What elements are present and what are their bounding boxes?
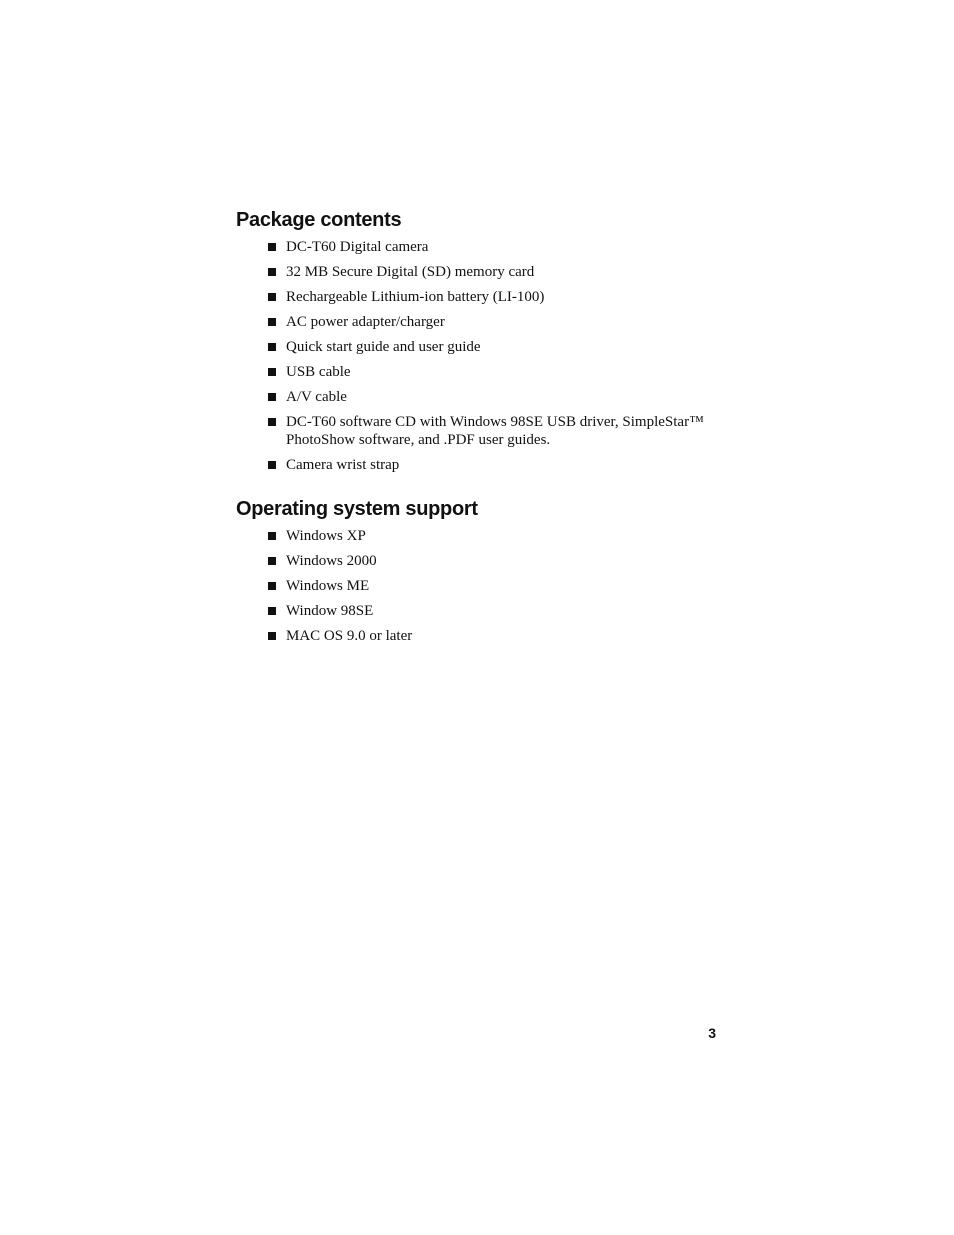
os-support-list: [236, 527, 736, 645]
square-bullet-icon: [268, 418, 276, 426]
list-item: [268, 577, 736, 595]
list-item-text: Windows XP: [286, 528, 366, 544]
square-bullet-icon: [268, 582, 276, 590]
square-bullet-icon: [268, 318, 276, 326]
square-bullet-icon: [268, 243, 276, 251]
list-item: [268, 388, 736, 406]
list-item: [268, 456, 736, 474]
os-support-section: [236, 495, 736, 652]
list-item: [268, 313, 736, 331]
list-item-text: USB cable: [286, 364, 351, 380]
list-item-text: MAC OS 9.0 or later: [286, 628, 413, 644]
list-item-text: 32 MB Secure Digital (SD) memory card: [286, 264, 535, 280]
list-item-text: Quick start guide and user guide: [286, 339, 481, 355]
package-contents-list: [236, 238, 736, 474]
list-item-text: Windows ME: [286, 578, 370, 594]
list-item: [268, 552, 736, 570]
list-item-text: DC-T60 software CD with Windows 98SE USB driver, SimpleStar™ PhotoShow software, and .PDF user guides.: [286, 414, 704, 448]
list-item: [268, 263, 736, 281]
square-bullet-icon: [268, 393, 276, 401]
list-item-text: Windows 2000: [286, 553, 377, 569]
square-bullet-icon: [268, 268, 276, 276]
list-item: [268, 627, 736, 645]
package-contents-section: [236, 206, 736, 481]
list-item: [268, 363, 736, 381]
square-bullet-icon: [268, 632, 276, 640]
list-item-text: Rechargeable Lithium-ion battery (LI-100): [286, 289, 545, 305]
square-bullet-icon: [268, 461, 276, 469]
package-contents-heading: Package contents: [236, 209, 402, 231]
list-item: [268, 288, 736, 306]
list-item: [268, 527, 736, 545]
square-bullet-icon: [268, 293, 276, 301]
list-item-text: Camera wrist strap: [286, 457, 400, 473]
square-bullet-icon: [268, 607, 276, 615]
square-bullet-icon: [268, 557, 276, 565]
page-number: 3: [708, 1025, 716, 1041]
square-bullet-icon: [268, 532, 276, 540]
square-bullet-icon: [268, 368, 276, 376]
list-item-text: A/V cable: [286, 389, 347, 405]
square-bullet-icon: [268, 343, 276, 351]
list-item: [268, 413, 736, 449]
list-item-text: Window 98SE: [286, 603, 374, 619]
list-item: [268, 338, 736, 356]
list-item: [268, 602, 736, 620]
list-item: [268, 238, 736, 256]
list-item-text: DC-T60 Digital camera: [286, 239, 429, 255]
list-item-text: AC power adapter/charger: [286, 314, 445, 330]
os-support-heading: Operating system support: [236, 498, 478, 520]
